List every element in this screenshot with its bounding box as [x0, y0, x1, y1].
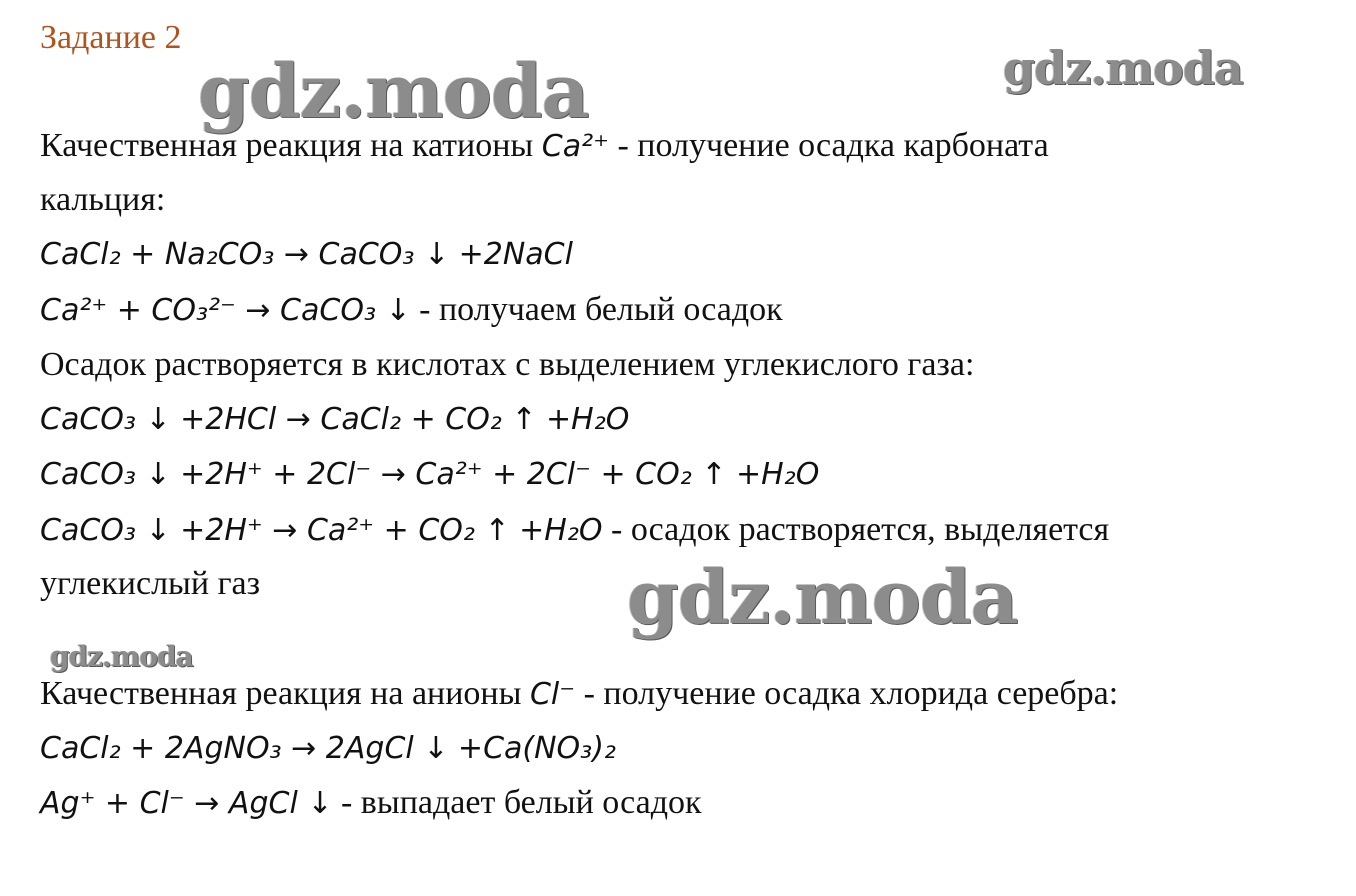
equation-2: Ca²⁺ + CO₃²⁻ → CaCO₃ ↓ — [40, 293, 411, 328]
watermark-logo: gdz.moda — [198, 49, 589, 135]
equation-1: CaCl₂ + Na₂CO₃ → CaCO₃ ↓ +2NaCl — [40, 237, 573, 272]
anion-intro-text-cont: - получение осадка хлорида серебра: — [583, 675, 1119, 712]
equation-6: CaCl₂ + 2AgNO₃ → 2AgCl ↓ +Ca(NO₃)₂ — [40, 731, 616, 766]
equation-5: CaCO₃ ↓ +2H⁺ → Ca²⁺ + CO₂ ↑ +H₂O — [40, 513, 603, 548]
equation-2-note: - получаем белый осадок — [419, 291, 783, 328]
anion-intro-text: Качественная реакция на анионы — [40, 675, 522, 712]
equation-5-note: - осадок растворяется, выделяется — [611, 511, 1110, 548]
equation-5-line — [40, 508, 1109, 553]
equation-5-note-cont: углекислый газ — [40, 565, 261, 602]
equation-7-note: - выпадает белый осадок — [340, 784, 702, 821]
formula-ca-ion: Ca²⁺ — [541, 129, 609, 164]
dissolve-statement: Осадок растворяется в кислотах с выделением углекислого газа: — [40, 346, 975, 383]
equation-7: Ag⁺ + Cl⁻ → AgCl ↓ — [40, 786, 333, 821]
equation-4: CaCO₃ ↓ +2H⁺ + 2Cl⁻ → Ca²⁺ + 2Cl⁻ + CO₂ ↑ +H₂O — [40, 457, 820, 492]
task-title: Задание 2 — [40, 19, 182, 56]
intro-text: Качественная реакция на катионы — [40, 127, 534, 164]
equation-3: CaCO₃ ↓ +2HCl → CaCl₂ + CO₂ ↑ +H₂O — [40, 402, 630, 437]
anion-reaction-intro — [40, 672, 1118, 717]
watermark-logo: gdz.moda — [50, 640, 193, 673]
intro-text-cont: - получение осадка карбоната — [617, 127, 1049, 164]
watermark-logo: gdz.moda — [627, 555, 1018, 641]
watermark-logo: gdz.moda — [1003, 41, 1243, 95]
cation-reaction-intro — [40, 124, 1049, 169]
formula-cl-ion: Cl⁻ — [529, 677, 576, 712]
intro-text-line2: кальция: — [40, 181, 166, 218]
equation-7-line — [40, 781, 702, 826]
equation-2-line — [40, 288, 783, 333]
